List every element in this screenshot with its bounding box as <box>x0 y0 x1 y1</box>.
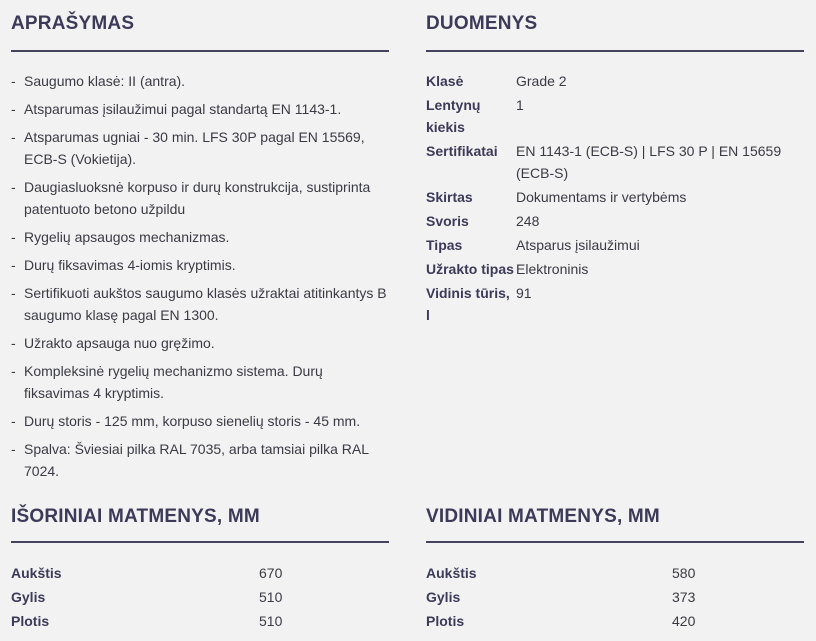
data-key: Sertifikatai <box>426 143 498 159</box>
dimension-key: Aukštis <box>426 565 477 581</box>
data-title: DUOMENYS <box>426 13 538 34</box>
inner-dimensions-table <box>426 561 804 633</box>
dimension-value: 420 <box>672 613 696 629</box>
description-item: - Saugumo klasė: II (antra). <box>11 73 186 89</box>
description-item-text: Daugiasluoksnė korpuso ir durų konstrukcija, sustiprinta patentuoto betono užpildu <box>24 179 371 217</box>
dimension-row <box>11 585 389 609</box>
description-item-text: Durų storis - 125 mm, korpuso sienelių storis - 45 mm. <box>24 413 361 429</box>
data-key: Tipas <box>426 237 463 253</box>
data-table <box>426 70 804 326</box>
dimension-value: 510 <box>259 613 283 629</box>
dimension-key: Gylis <box>11 589 46 605</box>
description-item-text: Saugumo klasė: II (antra). <box>24 73 186 89</box>
dimension-key: Plotis <box>426 613 465 629</box>
data-key: Klasė <box>426 73 464 89</box>
data-value: 91 <box>516 285 532 301</box>
description-item-text: Užrakto apsauga nuo gręžimo. <box>24 335 215 351</box>
outer-dimensions-section <box>11 506 389 633</box>
description-item-text: Kompleksinė rygelių mechanizmo sistema. Durų fiksavimas 4 kryptimis. <box>24 363 323 401</box>
data-row <box>426 282 804 326</box>
data-divider <box>426 50 804 52</box>
description-item: - Spalva: Šviesiai pilka RAL 7035, arba tamsiai pilka RAL 7024. <box>11 441 369 479</box>
data-value: Elektroninis <box>516 261 589 277</box>
data-value: EN 1143-1 (ECB-S) | LFS 30 P | EN 15659 (ECB-S) <box>516 143 782 181</box>
inner-dimensions-divider <box>426 541 804 543</box>
description-item-text: Durų fiksavimas 4-iomis kryptimis. <box>24 257 236 273</box>
data-section <box>426 13 804 328</box>
outer-dimensions-title: IŠORINIAI MATMENYS, MM <box>11 506 260 527</box>
description-item-text: Spalva: Šviesiai pilka RAL 7035, arba tamsiai pilka RAL 7024. <box>24 441 369 479</box>
data-key: Svoris <box>426 213 469 229</box>
description-divider <box>11 50 389 52</box>
description-item-text: Rygelių apsaugos mechanizmas. <box>24 229 230 245</box>
data-row <box>426 234 804 256</box>
data-value: Grade 2 <box>516 73 567 89</box>
dimension-row <box>11 561 389 585</box>
dimension-row <box>11 609 389 633</box>
description-item-text: Sertifikuoti aukštos saugumo klasės užraktai atitinkantys B saugumo klasę pagal EN 1300. <box>24 285 387 323</box>
description-item: - Kompleksinė rygelių mechanizmo sistema. Durų fiksavimas 4 kryptimis. <box>11 363 323 401</box>
outer-dimensions-divider <box>11 541 389 543</box>
description-item: - Rygelių apsaugos mechanizmas. <box>11 229 230 245</box>
inner-dimensions-section <box>426 506 804 633</box>
description-item: - Durų storis - 125 mm, korpuso sienelių storis - 45 mm. <box>11 413 361 429</box>
data-key: Lentynų kiekis <box>426 97 481 135</box>
data-row <box>426 94 804 138</box>
dimension-value: 580 <box>672 565 696 581</box>
description-item: - Atsparumas ugniai - 30 min. LFS 30P pagal EN 15569, ECB-S (Vokietija). <box>11 129 365 167</box>
dimension-row <box>426 585 804 609</box>
dimension-key: Gylis <box>426 589 461 605</box>
data-value: Dokumentams ir vertybėms <box>516 189 687 205</box>
dimension-value: 670 <box>259 565 283 581</box>
dimension-value: 510 <box>259 589 283 605</box>
description-item: - Užrakto apsauga nuo gręžimo. <box>11 335 215 351</box>
dimension-row <box>426 561 804 585</box>
data-value: 1 <box>516 97 524 113</box>
dimension-key: Plotis <box>11 613 50 629</box>
dimension-value: 373 <box>672 589 696 605</box>
data-key: Skirtas <box>426 189 473 205</box>
data-row <box>426 140 804 184</box>
outer-dimensions-table <box>11 561 389 633</box>
data-value: Atsparus įsilaužimui <box>516 237 640 253</box>
description-item: - Atsparumas įsilaužimui pagal standartą EN 1143-1. <box>11 101 342 117</box>
data-row <box>426 210 804 232</box>
data-row <box>426 258 804 280</box>
description-item: - Durų fiksavimas 4-iomis kryptimis. <box>11 257 236 273</box>
data-key: Vidinis tūris, l <box>426 285 510 323</box>
inner-dimensions-title: VIDINIAI MATMENYS, MM <box>426 506 660 527</box>
description-item: - Daugiasluoksnė korpuso ir durų konstrukcija, sustiprinta patentuoto betono užpildu <box>11 179 371 217</box>
description-item: - Sertifikuoti aukštos saugumo klasės užraktai atitinkantys B saugumo klasę pagal EN 1300. <box>11 285 387 323</box>
data-row <box>426 186 804 208</box>
description-section <box>11 13 389 488</box>
description-item-text: Atsparumas ugniai - 30 min. LFS 30P pagal EN 15569, ECB-S (Vokietija). <box>24 129 365 167</box>
data-row <box>426 70 804 92</box>
description-item-text: Atsparumas įsilaužimui pagal standartą EN 1143-1. <box>24 101 342 117</box>
data-key: Užrakto tipas <box>426 261 514 277</box>
description-list <box>11 70 389 482</box>
dimension-key: Aukštis <box>11 565 62 581</box>
data-value: 248 <box>516 213 540 229</box>
description-title: APRAŠYMAS <box>11 13 135 34</box>
dimension-row <box>426 609 804 633</box>
